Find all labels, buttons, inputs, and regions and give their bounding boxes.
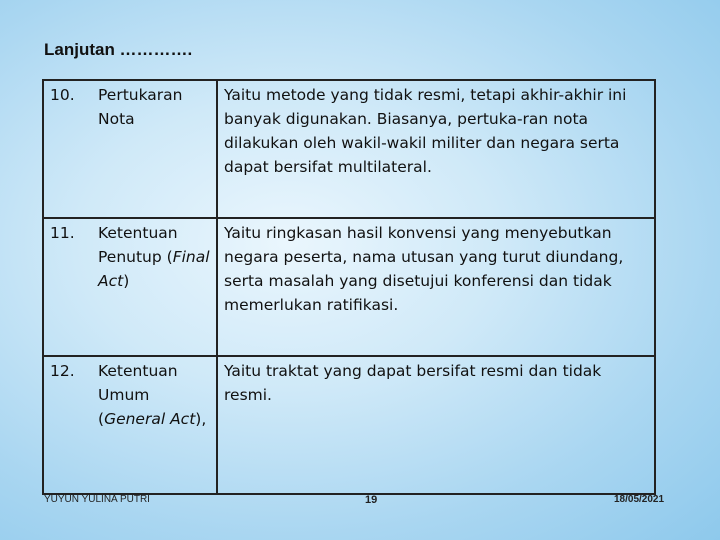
description-cell: Yaitu traktat yang dapat bersifat resmi dan tidak resmi. — [217, 356, 655, 494]
footer-date: 18/05/2021 — [614, 494, 665, 505]
term-suffix: ), — [195, 410, 207, 428]
row-number: 12. — [50, 362, 75, 380]
terms-table — [42, 79, 656, 495]
term-text: Ketentuan Penutup ( — [98, 224, 178, 266]
term-cell — [43, 356, 217, 494]
term-text: Pertukaran Nota — [98, 86, 183, 128]
slide-heading: Lanjutan …………. — [44, 40, 193, 59]
term-italic: Final Act — [98, 248, 210, 290]
table-row — [43, 218, 655, 356]
description-cell: Yaitu ringkasan hasil konvensi yang menyebutkan negara peserta, nama utusan yang turut diundang, serta masalah yang disetujui konferensi dan tidak memerlukan ratifikasi. — [217, 218, 655, 356]
row-number: 10. — [50, 86, 75, 104]
term-suffix: ) — [123, 272, 130, 290]
term-cell — [43, 218, 217, 356]
description-cell: Yaitu metode yang tidak resmi, tetapi akhir-akhir ini banyak digunakan. Biasanya, pertuka-ran nota dilakukan oleh wakil-wakil militer dan negara serta dapat bersifat multilateral. — [217, 80, 655, 218]
row-number: 11. — [50, 224, 75, 242]
term-label — [98, 221, 212, 293]
footer-page-number: 19 — [365, 494, 378, 506]
term-label — [98, 83, 212, 131]
footer-author: YUYUN YULINA PUTRI — [44, 494, 150, 505]
term-text: Ketentuan Umum ( — [98, 362, 178, 428]
term-italic: General Act — [104, 410, 196, 428]
term-cell — [43, 80, 217, 218]
term-label — [98, 359, 212, 431]
table-row — [43, 356, 655, 494]
table-row — [43, 80, 655, 218]
